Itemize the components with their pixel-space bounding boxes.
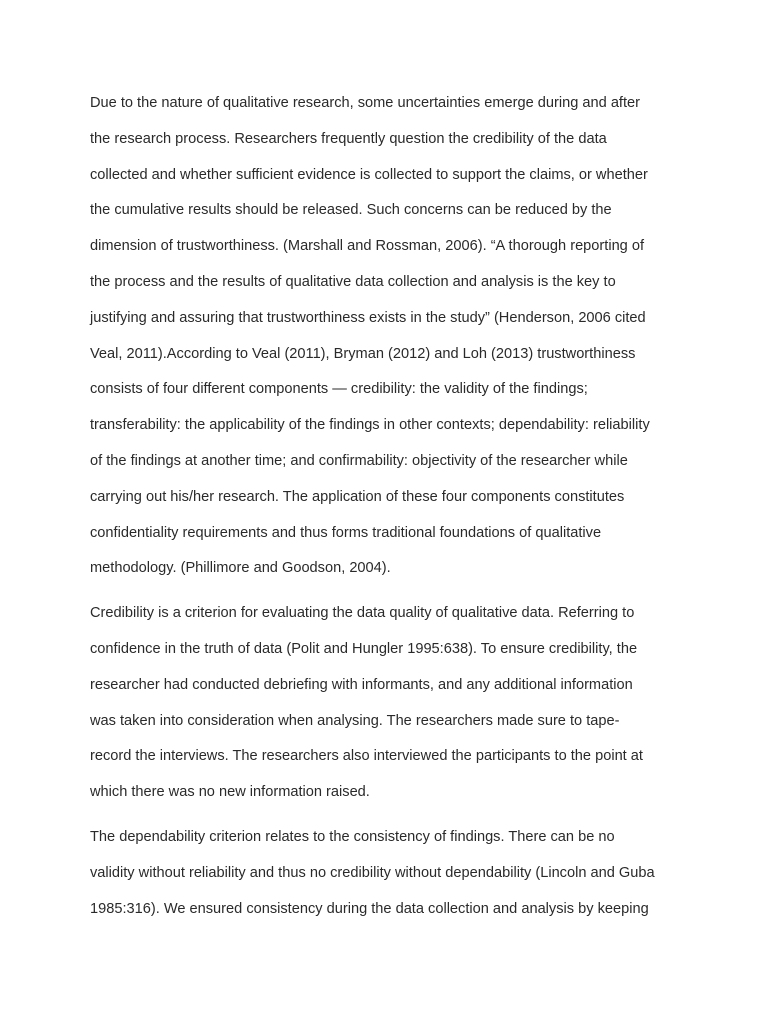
text-line: record the interviews. The researchers also interviewed the participants to the point at [90, 748, 643, 765]
text-line: validity without reliability and thus no credibility without dependability (Lincoln and Guba [90, 864, 655, 881]
text-line: The dependability criterion relates to the consistency of findings. There can be no [90, 828, 615, 845]
text-line: carrying out his/her research. The application of these four components constitutes [90, 488, 625, 505]
text-line: the research process. Researchers frequently question the credibility of the data [90, 130, 607, 147]
text-line: 1985:316). We ensured consistency during the data collection and analysis by keeping [90, 900, 649, 917]
text-line: the process and the results of qualitative data collection and analysis is the key to [90, 273, 616, 290]
text-line: Due to the nature of qualitative research, some uncertainties emerge during and after [90, 95, 641, 111]
text-line: transferability: the applicability of the findings in other contexts; dependability: reliability [90, 417, 650, 434]
text-line: which there was no new information raised. [90, 784, 370, 801]
paragraph-credibility [90, 596, 680, 811]
text-line: collected and whether sufficient evidence is collected to support the claims, or whether [90, 166, 648, 183]
paragraph-dependability [90, 820, 680, 927]
text-line: the cumulative results should be released. Such concerns can be reduced by the [90, 202, 612, 219]
document-body [90, 86, 680, 927]
text-line: justifying and assuring that trustworthiness exists in the study” (Henderson, 2006 cited [90, 309, 646, 326]
text-line: Veal, 2011).According to Veal (2011), Bryman (2012) and Loh (2013) trustworthiness [90, 345, 636, 362]
text-line: confidence in the truth of data (Polit and Hungler 1995:638). To ensure credibility, the [90, 640, 638, 657]
text-line: consists of four different components — credibility: the validity of the findings; [90, 381, 588, 398]
text-line: confidentiality requirements and thus forms traditional foundations of qualitative [90, 524, 602, 541]
paragraph-trustworthiness [90, 86, 680, 587]
text-line: researcher had conducted debriefing with informants, and any additional information [90, 676, 633, 693]
text-line: was taken into consideration when analysing. The researchers made sure to tape- [90, 712, 620, 729]
paragraph-spacer [90, 811, 680, 820]
paragraph-spacer [90, 587, 680, 596]
text-line: dimension of trustworthiness. (Marshall and Rossman, 2006). “A thorough reporting of [90, 238, 645, 255]
text-line: of the findings at another time; and confirmability: objectivity of the researcher while [90, 452, 628, 469]
text-line: methodology. (Phillimore and Goodson, 2004). [90, 560, 391, 577]
text-line: Credibility is a criterion for evaluating the data quality of qualitative data. Referring to [90, 605, 635, 622]
